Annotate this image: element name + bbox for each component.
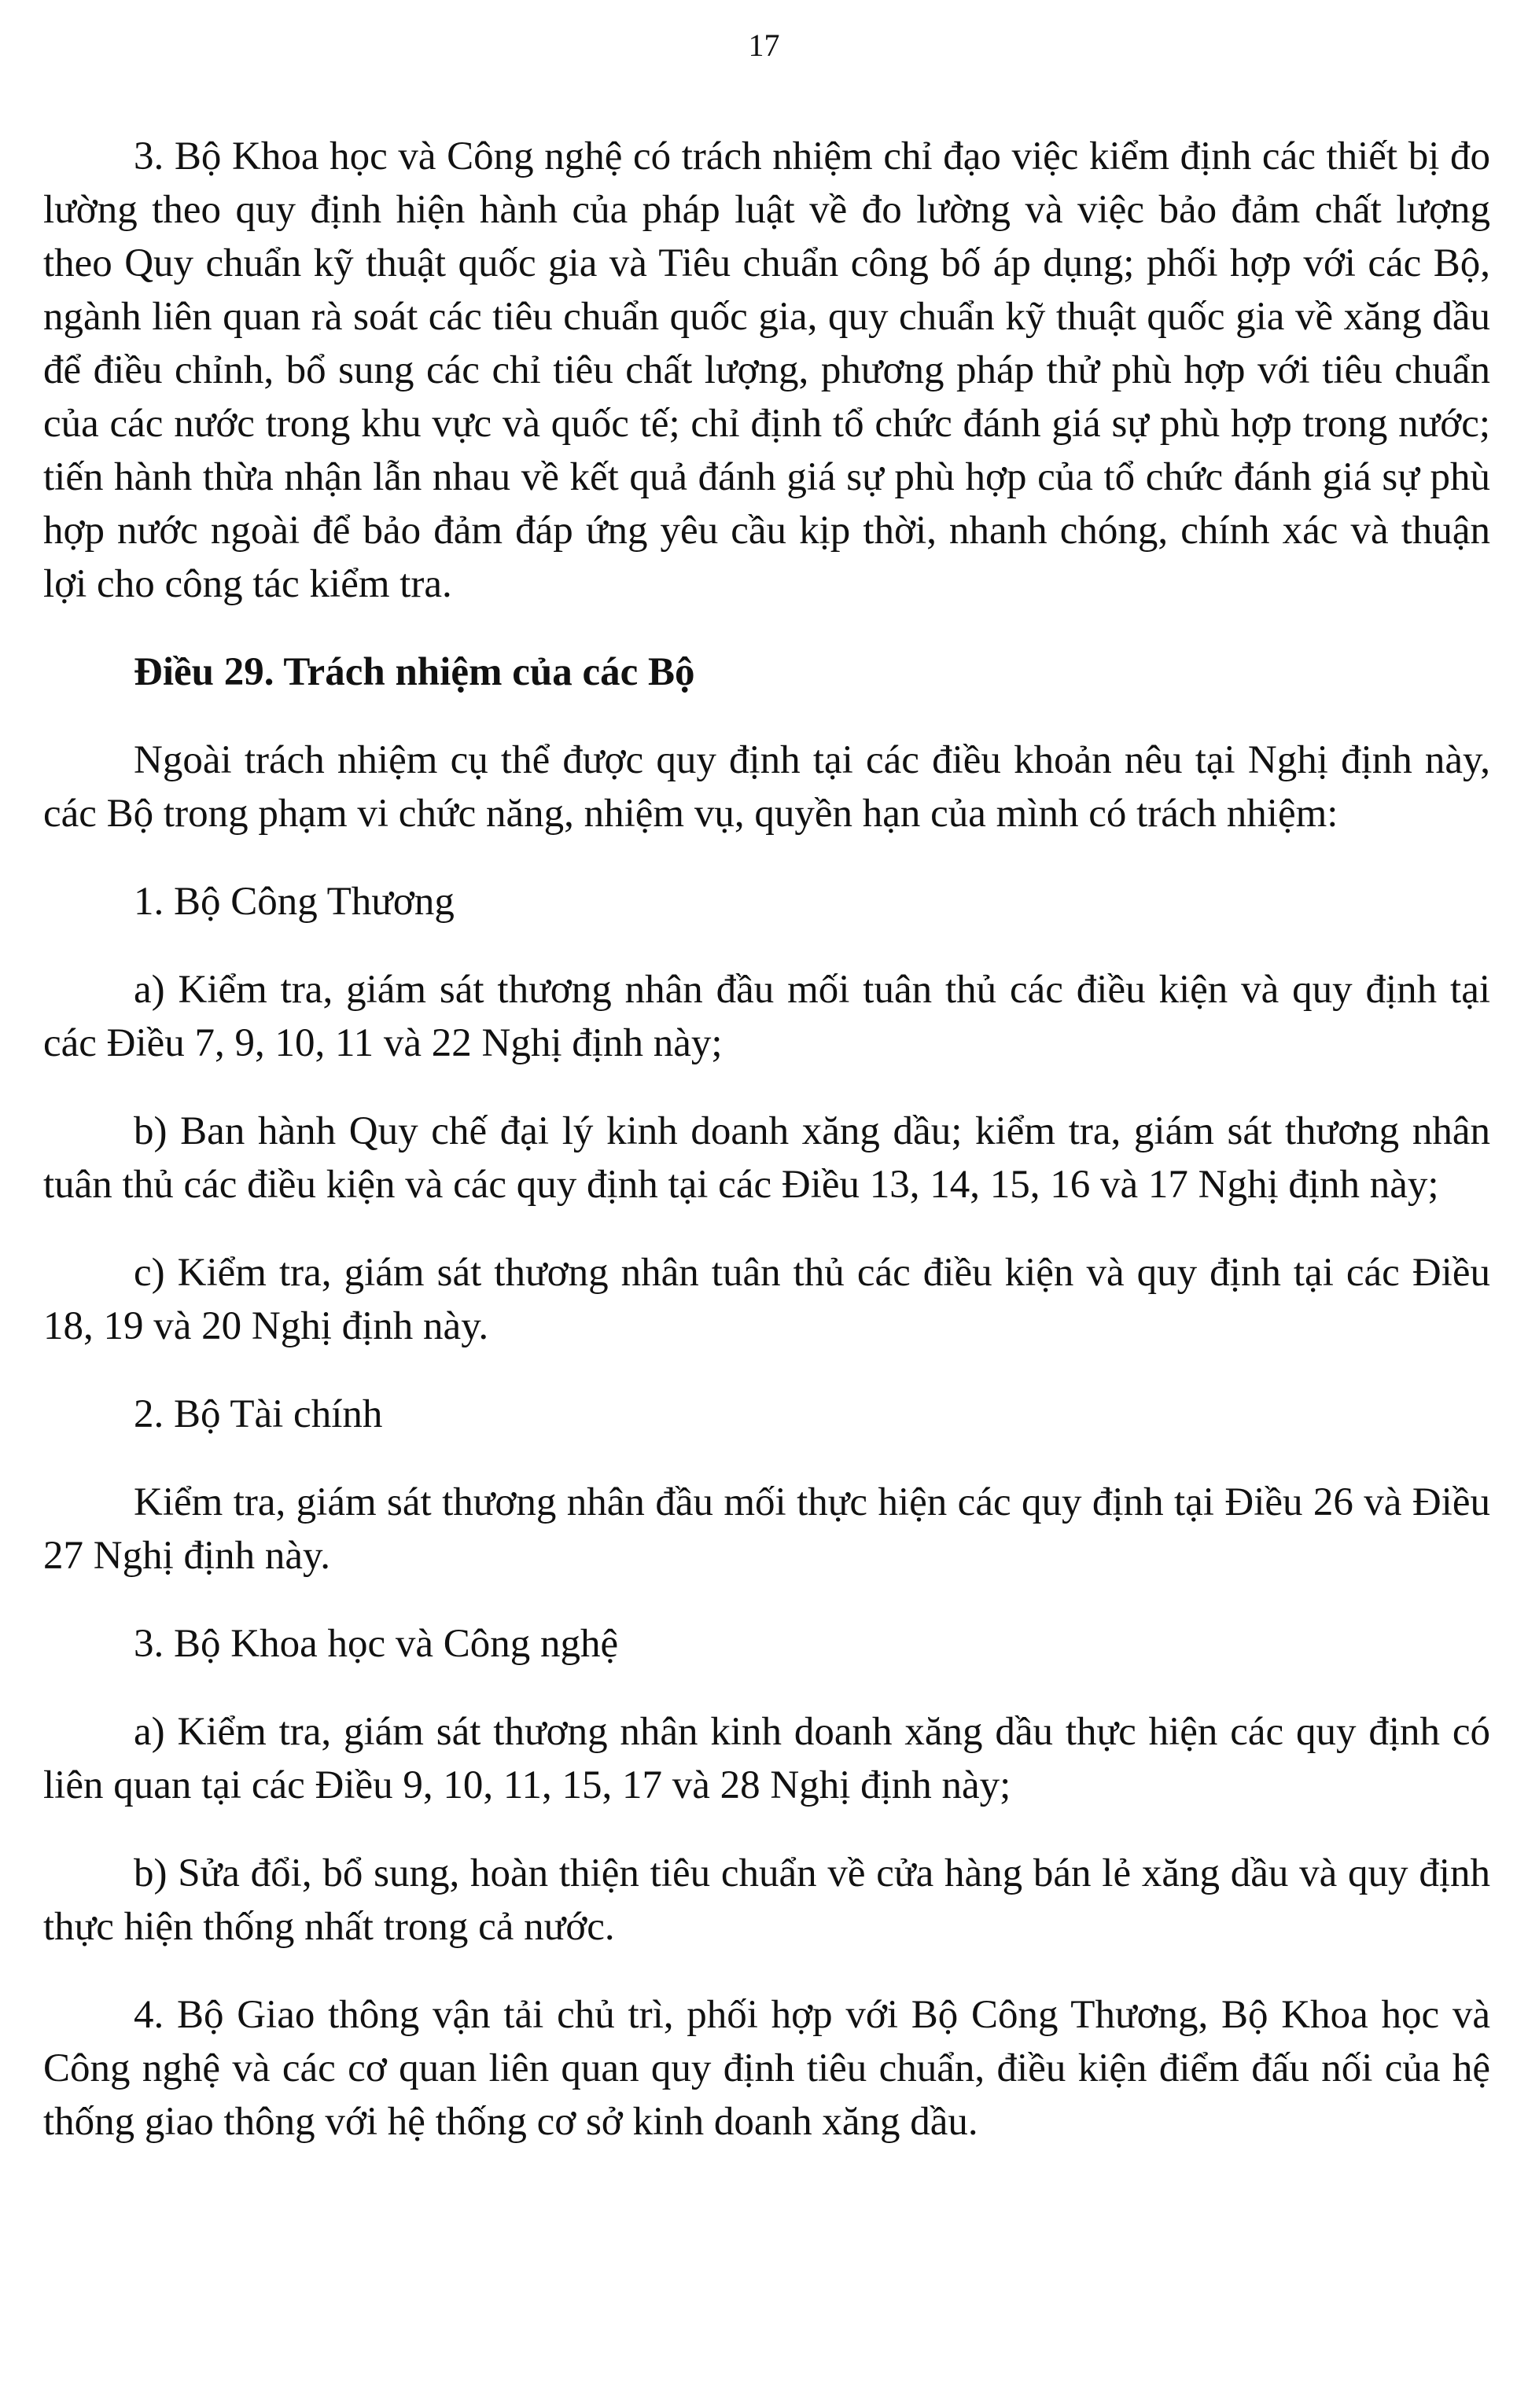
- clause-heading-ministry-science: 3. Bộ Khoa học và Công nghệ: [134, 1622, 619, 1666]
- document-body: [43, 130, 1490, 2183]
- clause-heading-ministry-finance: 2. Bộ Tài chính: [134, 1392, 383, 1436]
- paragraph-science-b: b) Sửa đổi, bổ sung, hoàn thiện tiêu chuẩn về cửa hàng bán lẻ xăng dầu và quy định thực hiện thống nhất trong cả nước.: [43, 1851, 1490, 1949]
- clause-heading-ministry-industry-trade: 1. Bộ Công Thương: [134, 880, 455, 924]
- paragraph-point-a: a) Kiểm tra, giám sát thương nhân đầu mối tuân thủ các điều kiện và quy định tại các Điều 7, 9, 10, 11 và 22 Nghị định này;: [43, 968, 1490, 1065]
- article-heading: Điều 29. Trách nhiệm của các Bộ: [134, 650, 695, 694]
- paragraph-intro: Ngoài trách nhiệm cụ thể được quy định tại các điều khoản nêu tại Nghị định này, các Bộ trong phạm vi chức năng, nhiệm vụ, quyền hạn của mình có trách nhiệm:: [43, 738, 1490, 836]
- paragraph-point-c: c) Kiểm tra, giám sát thương nhân tuân thủ các điều kiện và quy định tại các Điều 18, 19 và 20 Nghị định này.: [43, 1251, 1490, 1348]
- paragraph-finance: Kiểm tra, giám sát thương nhân đầu mối thực hiện các quy định tại Điều 26 và Điều 27 Nghị định này.: [43, 1480, 1490, 1578]
- paragraph-point-b: b) Ban hành Quy chế đại lý kinh doanh xăng dầu; kiểm tra, giám sát thương nhân tuân thủ các điều kiện và các quy định tại các Điều 13, 14, 15, 16 và 17 Nghị định này;: [43, 1109, 1490, 1207]
- page-number: 17: [748, 28, 780, 63]
- paragraph-science-a: a) Kiểm tra, giám sát thương nhân kinh doanh xăng dầu thực hiện các quy định có liên quan tại các Điều 9, 10, 11, 15, 17 và 28 Nghị định này;: [43, 1710, 1490, 1807]
- paragraph-transport: 4. Bộ Giao thông vận tải chủ trì, phối hợp với Bộ Công Thương, Bộ Khoa học và Công nghệ và các cơ quan liên quan quy định tiêu chuẩn, điều kiện điểm đấu nối của hệ thống giao thông với hệ thống cơ sở kinh doanh xăng dầu.: [43, 1993, 1490, 2144]
- paragraph-article28-clause3: 3. Bộ Khoa học và Công nghệ có trách nhiệm chỉ đạo việc kiểm định các thiết bị đo lường theo quy định hiện hành của pháp luật về đo lường và việc bảo đảm chất lượng theo Quy chuẩn kỹ thuật quốc gia và Tiêu chuẩn công bố áp dụng; phối hợp với các Bộ, ngành liên quan rà soát các tiêu chuẩn quốc gia, quy chuẩn kỹ thuật quốc gia về xăng dầu để điều chỉnh, bổ sung các chỉ tiêu chất lượng, phương pháp thử phù hợp với tiêu chuẩn của các nước trong khu vực và quốc tế; chỉ định tổ chức đánh giá sự phù hợp trong nước; tiến hành thừa nhận lẫn nhau về kết quả đánh giá sự phù hợp của tổ chức đánh giá sự phù hợp nước ngoài để bảo đảm đáp ứng yêu cầu kịp thời, nhanh chóng, chính xác và thuận lợi cho công tác kiểm tra.: [43, 134, 1490, 606]
